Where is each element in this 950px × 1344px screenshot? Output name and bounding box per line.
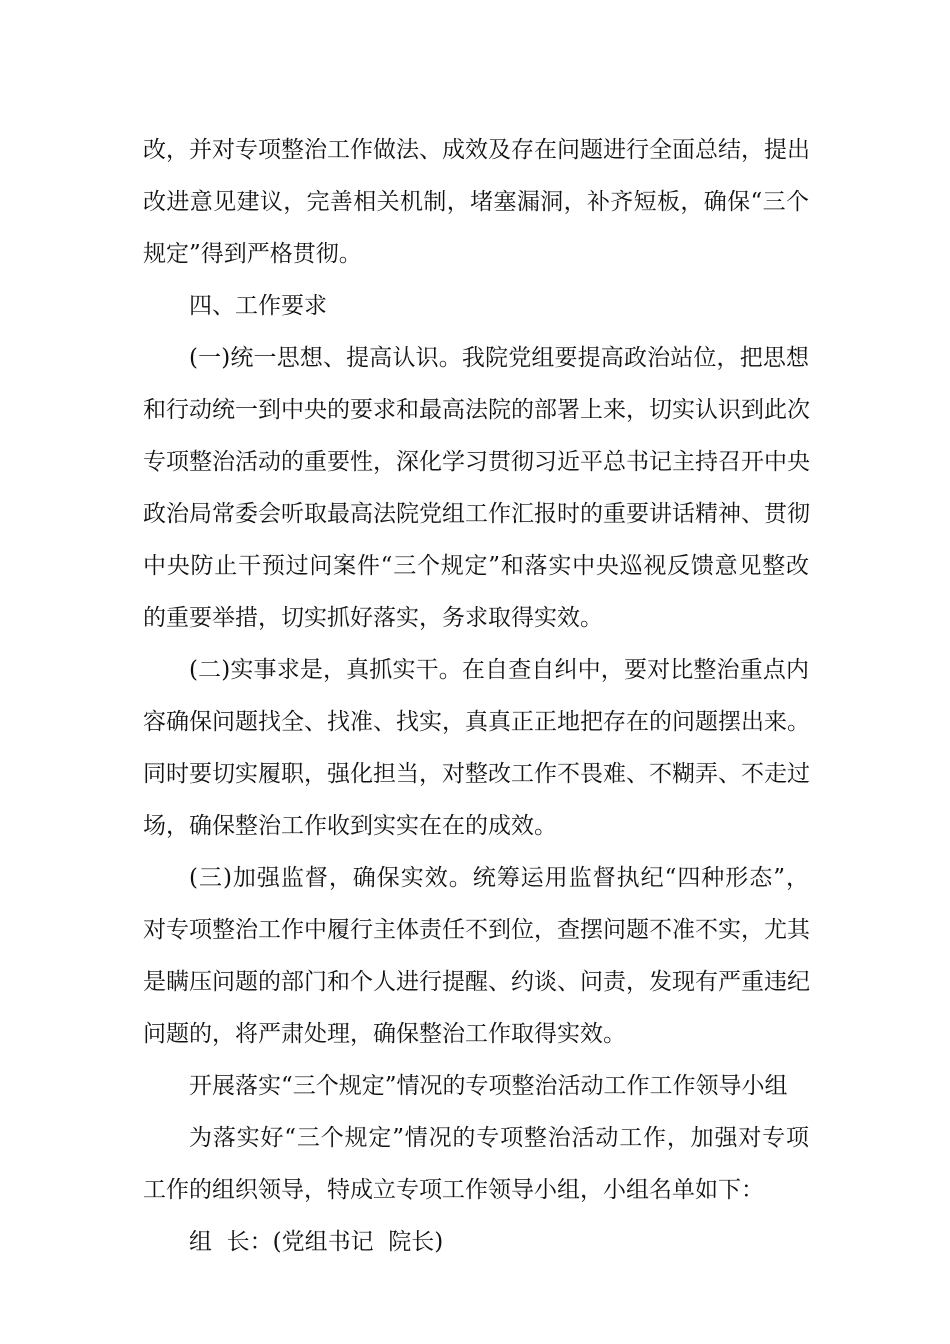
text-line: 的重要举措，切实抓好落实，务求取得实效。 xyxy=(143,605,603,631)
text-line: 问题的，将严肃处理，确保整治工作取得实效。 xyxy=(143,1021,626,1047)
text-line: 开展落实“三个规定”情况的专项整治活动工作工作领导小组 xyxy=(189,1073,788,1099)
text-line: 和行动统一到中央的要求和最高法院的部署上来，切实认识到此次 xyxy=(143,397,810,423)
text-line: (一)统一思想、提高认识。我院党组要提高政治站位，把思想 xyxy=(189,345,809,371)
text-line: 中央防止干预过问案件“三个规定”和落实中央巡视反馈意见整改 xyxy=(143,553,809,579)
text-line: 为落实好“三个规定”情况的专项整治活动工作，加强对专项 xyxy=(189,1125,809,1151)
text-line: (二)实事求是，真抓实干。在自查自纠中，要对比整治重点内 xyxy=(189,657,809,683)
text-line: 同时要切实履职，强化担当，对整改工作不畏难、不糊弄、不走过 xyxy=(143,761,810,787)
text-line: 政治局常委会听取最高法院党组工作汇报时的重要讲话精神、贯彻 xyxy=(143,501,810,527)
text-line: 组 长：(党组书记 院长) xyxy=(189,1229,444,1255)
paragraph-requirement-2 xyxy=(143,644,809,852)
text-line: 对专项整治工作中履行主体责任不到位，查摆问题不准不实，尤其 xyxy=(143,917,810,943)
document-page xyxy=(143,124,809,1268)
paragraph-requirement-1 xyxy=(143,332,809,644)
paragraph-conclusion xyxy=(143,124,809,280)
heading-text: 四、工作要求 xyxy=(189,293,327,319)
text-line: 改，并对专项整治工作做法、成效及存在问题进行全面总结，提出 xyxy=(143,137,810,163)
section-heading xyxy=(143,280,809,332)
text-line: 是瞒压问题的部门和个人进行提醒、约谈、问责，发现有严重违纪 xyxy=(143,969,810,995)
text-line: 容确保问题找全、找准、找实，真真正正地把存在的问题摆出来。 xyxy=(143,709,810,735)
group-title xyxy=(143,1060,809,1112)
group-leader-entry xyxy=(143,1216,809,1268)
paragraph-group-intro xyxy=(143,1112,809,1216)
text-line: 规定”得到严格贯彻。 xyxy=(143,241,362,267)
text-line: (三)加强监督，确保实效。统筹运用监督执纪“四种形态”， xyxy=(189,865,809,891)
text-line: 场，确保整治工作收到实实在在的成效。 xyxy=(143,813,557,839)
text-line: 改进意见建议，完善相关机制，堵塞漏洞，补齐短板，确保“三个 xyxy=(143,189,809,215)
text-line: 专项整治活动的重要性，深化学习贯彻习近平总书记主持召开中央 xyxy=(143,449,810,475)
paragraph-requirement-3 xyxy=(143,852,809,1060)
text-line: 工作的组织领导，特成立专项工作领导小组，小组名单如下： xyxy=(143,1177,764,1203)
